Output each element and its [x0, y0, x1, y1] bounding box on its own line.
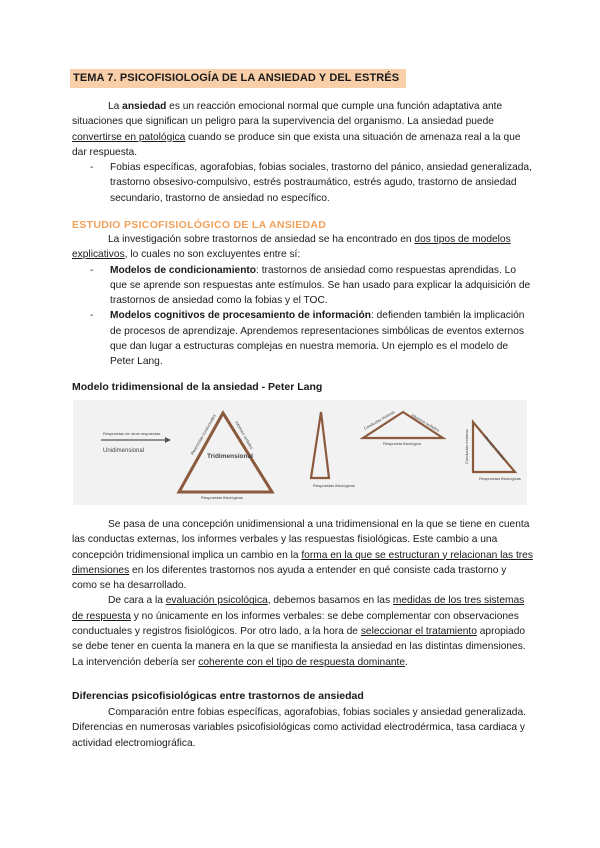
t4-right-label: Informes verbales	[410, 412, 441, 433]
flat-triangle	[363, 409, 443, 446]
triangle-shape	[311, 412, 329, 478]
section2-paragraph-2: De cara a la evaluación psicológica, debemos basarnos en las medidas de los tres sistemas de respuesta y no únicamente en los informes verbales: se debe complementar con observaciones conductuales y registros fisiológicos. Por otro lado, a la hora de seleccionar el tratamiento apropiado se debe tener en cuenta la manera en la que se manifiesta la ansiedad en las distintas dimensiones. La intervención debería ser coherente con el tipo de respuesta dominante.	[72, 595, 526, 668]
section3-paragraph: Comparación entre fobias específicas, agorafobias, fobias sociales y ansiedad generalizada. Diferencias en numerosas variables psicofisiológicas como actividad electrodérmica, tasa cardiaca y actividad electromiográfica.	[72, 707, 526, 749]
t3-label: Respuestas fisiológicas	[313, 483, 355, 488]
section2-block	[72, 517, 534, 670]
t5-right-label: Informes verbales	[482, 433, 507, 462]
list-item: - Modelos de condicionamiento: trastornos de ansiedad como respuestas aprendidas. Lo que se aprende son respuestas ante estímulos. Se han usado para explicar la adquisición de trastornos de ansiedad como la fobias y el TOC.	[90, 264, 531, 307]
arrow-head	[165, 437, 171, 443]
intro-paragraph: La ansiedad es un reacción emocional normal que cumple una función adaptativa ante situaciones que significan un peligro para la supervivencia del organismo. La ansiedad puede convertirse en patológica cuando se produce sin que exista una situación de amenaza real a la que dar respuesta.	[72, 101, 521, 158]
section1-block	[72, 232, 534, 370]
list-item: - Modelos cognitivos de procesamiento de información: defienden también la implicación de procesos de aprendizaje. Aprendemos representaciones simbólicas de eventos externos que dan lugar a estructuras complejas en nuestra memoria. Un ejemplo es el modelo de Peter Lang.	[90, 310, 525, 368]
t4-bottom-label: Respuesta fisiológica	[383, 441, 421, 446]
section-heading: ESTUDIO PSICOFISIOLÓGICO DE LA ANSIEDAD	[72, 219, 327, 231]
section2-paragraph-1: Se pasa de una concepción unidimensional a una tridimensional en la que se tiene en cuenta las conductas externas, los informes verbales y las respuestas fisiológicas. Este cambio a una concepción tridimensional implica un cambio en la forma en la que se estructuran y relacionan las tres dimensiones en los diferentes trastornos nos ayuda a entender en qué consiste cada trastorno y como se ha desarrollado.	[72, 519, 533, 592]
figure-svg	[73, 400, 527, 505]
section-heading: Modelo tridimensional de la ansiedad - Peter Lang	[72, 381, 323, 393]
intro-block	[72, 99, 534, 206]
uni-small-label: Respuestas de otras respuestas	[103, 431, 161, 436]
tri-right-label: Informes verbales	[234, 420, 255, 451]
uni-label: Unidimensional	[103, 448, 145, 454]
t4-left-label: Conductas motoras	[363, 409, 396, 431]
tri-left-label: Respuestas conductuales	[189, 413, 217, 456]
tri-label: Tridimensional	[207, 453, 253, 460]
physiological-dominant-triangle	[311, 412, 355, 488]
t5-left-label: Conductas motoras	[464, 429, 469, 464]
unidimensional-diagram	[101, 431, 171, 454]
page-title: TEMA 7. PSICOFISIOLOGÍA DE LA ANSIEDAD Y DEL ESTRÉS	[70, 69, 406, 88]
t5-bottom-label: Respuestas fisiológicas	[479, 476, 521, 481]
tridimensional-triangle	[179, 413, 272, 500]
section1-paragraph: La investigación sobre trastornos de ansiedad se ha encontrado en dos tipos de modelos explicativos, lo cuales no son excluyentes entre sí:	[72, 234, 511, 261]
tri-bottom-label: Respuestas fisiológicas	[201, 495, 243, 500]
lang-model-figure	[73, 400, 527, 505]
right-triangle	[464, 422, 521, 481]
section-heading: Diferencias psicofisiológicas entre trastornos de ansiedad	[72, 690, 364, 702]
list-item: - Fobias específicas, agorafobias, fobias sociales, trastorno del pánico, ansiedad generalizada, trastorno obsesivo-compulsivo, estrés postraumático, estrés agudo, trastorno de ansiedad secundario, trastorno de ansiedad no específico.	[90, 162, 532, 204]
section3-block	[72, 705, 534, 751]
